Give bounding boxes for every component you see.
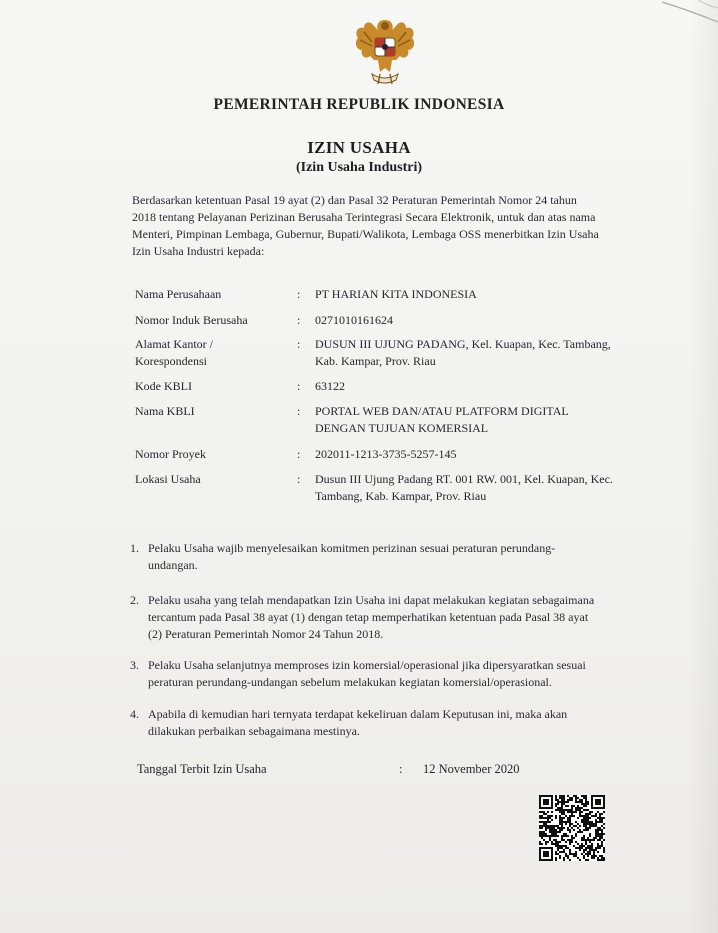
qr-code-icon bbox=[539, 795, 605, 861]
paper-crease bbox=[658, 0, 718, 30]
field-value: PORTAL WEB DAN/ATAU PLATFORM DIGITAL DENGAN TUJUAN KOMERSIAL bbox=[315, 404, 569, 435]
garuda-emblem-icon bbox=[350, 12, 420, 92]
issue-date-label: Tanggal Terbit Izin Usaha bbox=[137, 762, 267, 776]
document-title: IZIN USAHA bbox=[307, 138, 411, 157]
field-colon: : bbox=[297, 379, 301, 393]
issue-date-row bbox=[137, 762, 520, 777]
intro-paragraph bbox=[132, 192, 656, 260]
field-colon: : bbox=[297, 337, 301, 351]
issue-date-value: 12 November 2020 bbox=[423, 762, 520, 776]
note-text: Pelaku usaha yang telah mendapatkan Izin Usaha ini dapat melakukan kegiatan sebagaimana tercantum pada Pasal 38 ayat (1) dengan tetap memperhatikan ketentuan pada Pasal 38 ayat (2) Peraturan Pemerintah Nomor 24 Tahun 2018. bbox=[148, 593, 595, 641]
field-value: 0271010161624 bbox=[315, 313, 393, 327]
note-text: Pelaku Usaha wajib menyelesaikan komitmen perizinan sesuai peraturan perundang- undangan. bbox=[148, 541, 556, 572]
field-label: Alamat Kantor / Korespondensi bbox=[135, 337, 213, 368]
field-value: 202011-1213-3735-5257-145 bbox=[315, 447, 457, 461]
note-number: 4. bbox=[130, 707, 139, 721]
government-title: PEMERINTAH REPUBLIK INDONESIA bbox=[213, 96, 505, 113]
field-colon: : bbox=[297, 313, 301, 327]
document-subtitle: (Izin Usaha Industri) bbox=[295, 160, 423, 175]
field-colon: : bbox=[297, 472, 301, 486]
field-value: Dusun III Ujung Padang RT. 001 RW. 001, Kel. Kuapan, Kec. Tambang, Kab. Kampar, Prov. Riau bbox=[315, 472, 613, 503]
note-text: Apabila di kemudian hari ternyata terdapat kekeliruan dalam Keputusan ini, maka akan dilakukan perbaikan sebagaimana mestinya. bbox=[148, 707, 568, 738]
intro-line: Menteri, Pimpinan Lembaga, Gubernur, Bupati/Walikota, Lembaga OSS menerbitkan Izin Usaha bbox=[132, 227, 599, 241]
intro-line: Berdasarkan ketentuan Pasal 19 ayat (2) dan Pasal 32 Peraturan Pemerintah Nomor 24 tahun bbox=[132, 193, 577, 207]
intro-line: 2018 tentang Pelayanan Perizinan Berusaha Terintegrasi Secara Elektronik, untuk dan atas nama bbox=[132, 210, 596, 224]
field-value: DUSUN III UJUNG PADANG, Kel. Kuapan, Kec. Tambang, Kab. Kampar, Prov. Riau bbox=[315, 337, 611, 368]
issue-date-colon: : bbox=[399, 762, 403, 776]
field-colon: : bbox=[297, 447, 301, 461]
note-number: 3. bbox=[130, 658, 139, 672]
field-colon: : bbox=[297, 404, 301, 418]
note-number: 1. bbox=[130, 541, 139, 555]
field-colon: : bbox=[297, 287, 301, 301]
field-label: Nama KBLI bbox=[135, 404, 195, 418]
field-label: Nomor Induk Berusaha bbox=[135, 313, 248, 327]
note-number: 2. bbox=[130, 593, 139, 607]
intro-line: Izin Usaha Industri kepada: bbox=[132, 244, 265, 258]
field-value: 63122 bbox=[315, 379, 345, 393]
field-label: Nomor Proyek bbox=[135, 447, 206, 461]
field-label: Nama Perusahaan bbox=[135, 287, 222, 301]
field-label: Kode KBLI bbox=[135, 379, 192, 393]
field-value: PT HARIAN KITA INDONESIA bbox=[315, 287, 477, 301]
note-text: Pelaku Usaha selanjutnya memproses izin komersial/operasional jika dipersyaratkan sesuai peraturan perundang-undangan sebelum melakukan kegiatan komersial/operasional. bbox=[148, 658, 586, 689]
field-label: Lokasi Usaha bbox=[135, 472, 201, 486]
